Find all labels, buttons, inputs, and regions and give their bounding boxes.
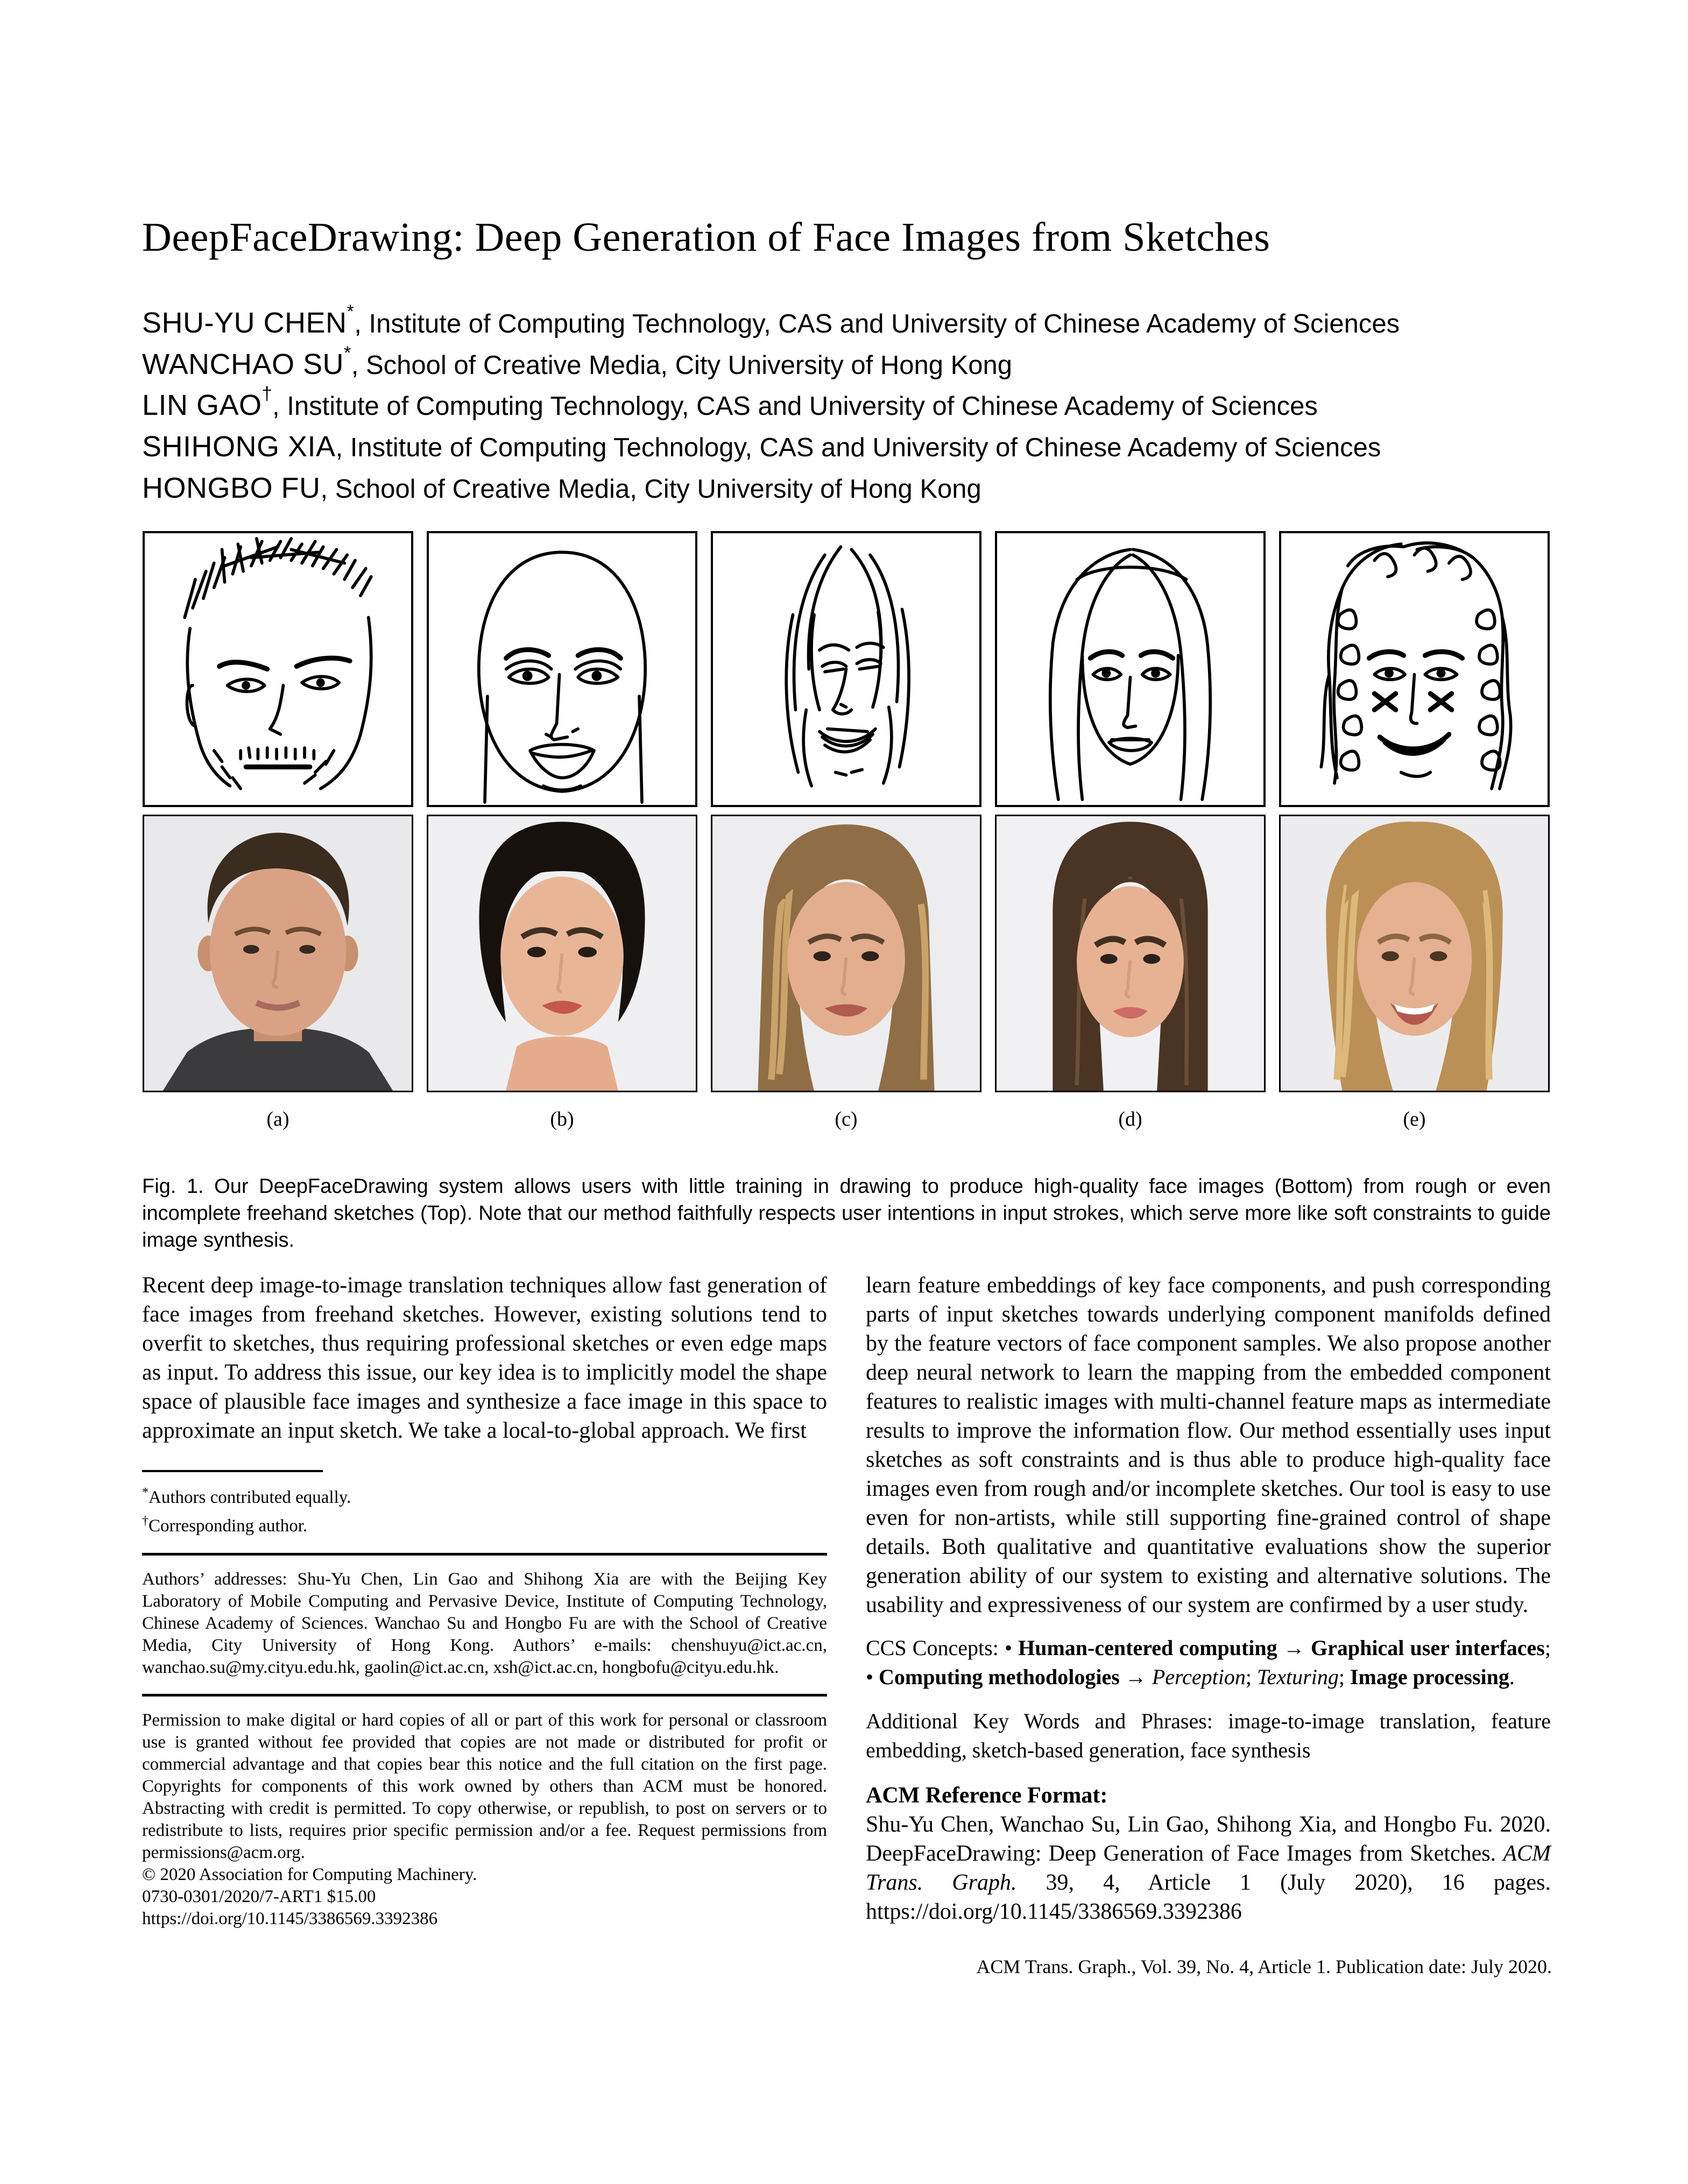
panel-label-a: (a) (266, 1108, 289, 1130)
panel-label-e: (e) (1403, 1108, 1426, 1130)
issn-line: 0730-0301/2020/7-ART1 $15.00 (142, 1887, 376, 1906)
right-column (866, 1271, 1551, 1940)
author-name: SHIHONG XIA (142, 430, 336, 463)
sketch-woman-outline-icon (429, 533, 695, 805)
author-affiliation: , Institute of Computing Technology, CAS and University of Chinese Academy of Sciences (354, 309, 1400, 338)
bullet-icon: • (1004, 1636, 1019, 1660)
reference-doi-link[interactable]: 39, 4, Article 1 (July 2020), 16 pages. https://doi.org/10.1145/3386569.3392386 (866, 1870, 1551, 1924)
asterisk-marker: * (142, 1486, 149, 1500)
dagger-marker: † (142, 1514, 149, 1528)
keywords: Additional Key Words and Phrases: image-to-image translation, feature embedding, sketch-based generation, face synthesis (866, 1709, 1551, 1762)
author-affiliation: , Institute of Computing Technology, CAS and University of Chinese Academy of Sciences (272, 392, 1318, 421)
sketch-panel-c (711, 531, 981, 807)
footnote-equal-contribution: *Authors contributed equally. (142, 1486, 351, 1507)
page-title: DeepFaceDrawing: Deep Generation of Face Images from Sketches (142, 215, 1270, 260)
photo-panel-c (711, 815, 981, 1092)
acm-reference-text: Shu-Yu Chen, Wanchao Su, Lin Gao, Shihong Xia, and Hongbo Fu. 2020. DeepFaceDrawing: Deep Generation of Face Images from Sketches. ACM Trans. Graph. 39, 4, Article 1 (July 2020), 16 pages. https://doi.org/10.1145/3386569.3392386 (866, 1812, 1551, 1924)
author-line (142, 425, 1552, 463)
generated-face-woman-dark-hair (428, 816, 696, 1091)
sketch-panel-e (1279, 531, 1550, 807)
arrow-icon: → (1277, 1636, 1311, 1660)
author-name: HONGBO FU (142, 472, 321, 504)
author-affiliation: , Institute of Computing Technology, CAS and University of Chinese Academy of Sciences (335, 433, 1381, 462)
panel-label-b: (b) (550, 1108, 574, 1130)
doi-link[interactable]: https://doi.org/10.1145/3386569.3392386 (142, 1909, 438, 1928)
sketch-panel-d (995, 531, 1266, 807)
bullet-icon: • (866, 1665, 879, 1689)
sketch-long-hair-woman-icon (997, 533, 1263, 805)
page-footer: ACM Trans. Graph., Vol. 39, No. 4, Article 1. Publication date: July 2020. (976, 1956, 1552, 1977)
author-marker: † (262, 384, 272, 404)
generated-face-woman-straight-hair (997, 816, 1264, 1091)
figure-caption: Fig. 1. Our DeepFaceDrawing system allows users with little training in drawing to produce high-quality face images (Bottom) from rough or even incomplete freehand sketches (Top). Note that our method faithfully respects user intentions in input strokes, which serve more like soft constraints to guide image synthesis. (142, 1175, 1551, 1252)
sketch-panel-b (427, 531, 697, 807)
authors-addresses: Authors’ addresses: Shu-Yu Chen, Lin Gao and Shihong Xia are with the Beijing Key Laboratory of Mobile Computing and Pervasive Device, Institute of Computing Technology, Chinese Academy of Sciences. Wanchao Su and Hongbo Fu are with the School of Creative Media, City University of Hong Kong. Authors’ e-mails: chenshuyu@ict.ac.cn, wanchao.su@my.cityu.edu.hk, gaolin@ict.ac.cn, xsh@ict.ac.cn, hongbofu@cityu.edu.hk. (142, 1570, 827, 1677)
permission-notice: Permission to make digital or hard copies of all or part of this work for personal or classroom use is granted without fee provided that copies are not made or distributed for profit or commercial advantage and that copies bear this notice and the full citation on the first page. Copyrights for components of this work owned by others than ACM must be honored. Abstracting with credit is permitted. To copy otherwise, or republish, to post on servers or to redistribute to lists, requires prior specific permission and/or a fee. Request permissions from permissions@acm.org. (142, 1711, 827, 1862)
author-name: LIN GAO† (142, 384, 272, 421)
divider-rule (142, 1553, 827, 1556)
acm-reference-heading: ACM Reference Format: (866, 1783, 1108, 1808)
footnote-rule (142, 1470, 323, 1472)
divider-rule (142, 1694, 827, 1697)
author-line (142, 343, 1552, 381)
photo-panel-d (995, 815, 1266, 1092)
generated-face-woman-blonde-hair (1281, 816, 1548, 1091)
generated-face-woman-wavy-hair (712, 816, 980, 1091)
ccs-concepts: CCS Concepts: • Human-centered computing → Graphical user interfaces; • Computing methodologies → Perception; Texturing; Image processing. (866, 1636, 1551, 1689)
generated-face-man (144, 816, 412, 1091)
photo-panel-e (1279, 815, 1550, 1092)
author-marker: * (347, 301, 355, 322)
sketch-curly-hair-woman-icon (1281, 533, 1548, 805)
author-name: SHU-YU CHEN* (142, 301, 355, 339)
author-name: WANCHAO SU* (142, 343, 351, 380)
left-column (142, 1271, 827, 1930)
author-line (142, 301, 1552, 340)
author-affiliation: , School of Creative Media, City University of Hong Kong (351, 351, 1013, 380)
author-line (142, 467, 1552, 505)
abstract-left: Recent deep image-to-image translation techniques allow fast generation of face images from freehand sketches. However, existing solutions tend to overfit to sketches, thus requiring professional sketches or even edge maps as input. To address this issue, our key idea is to implicitly model the shape space of plausible face images and synthesize a face image in this space to approximate an input sketch. We take a local-to-global approach. We first (142, 1273, 827, 1443)
author-affiliation: , School of Creative Media, City University of Hong Kong (320, 475, 981, 504)
author-line (142, 384, 1552, 422)
abstract-right: learn feature embeddings of key face components, and push corresponding parts of input sketches towards underlying component manifolds defined by the feature vectors of face component samples. We also propose another deep neural network to learn the mapping from the embedded component features to realistic images with multi-channel feature maps as intermediate results to improve the information flow. Our method essentially uses input sketches as soft constraints and is thus able to produce high-quality face images even from rough and/or incomplete sketches. Our tool is easy to use even for non-artists, while still supporting fine-grained control of shape details. Both qualitative and quantitative evaluations show the superior generation ability of our system to existing and alternative solutions. The usability and expressiveness of our system are confirmed by a user study. (866, 1273, 1551, 1617)
panel-label-d: (d) (1118, 1108, 1142, 1130)
arrow-icon: → (1119, 1665, 1152, 1689)
footnote-corresponding: †Corresponding author. (142, 1514, 308, 1536)
author-marker: * (344, 343, 351, 363)
sketch-messy-woman-icon (713, 533, 979, 805)
photo-panel-a (143, 815, 413, 1092)
panel-label-c: (c) (835, 1108, 858, 1130)
copyright-line: © 2020 Association for Computing Machinery. (142, 1865, 477, 1884)
photo-panel-b (427, 815, 697, 1092)
sketch-man-icon (145, 533, 411, 805)
sketch-panel-a (143, 531, 413, 807)
